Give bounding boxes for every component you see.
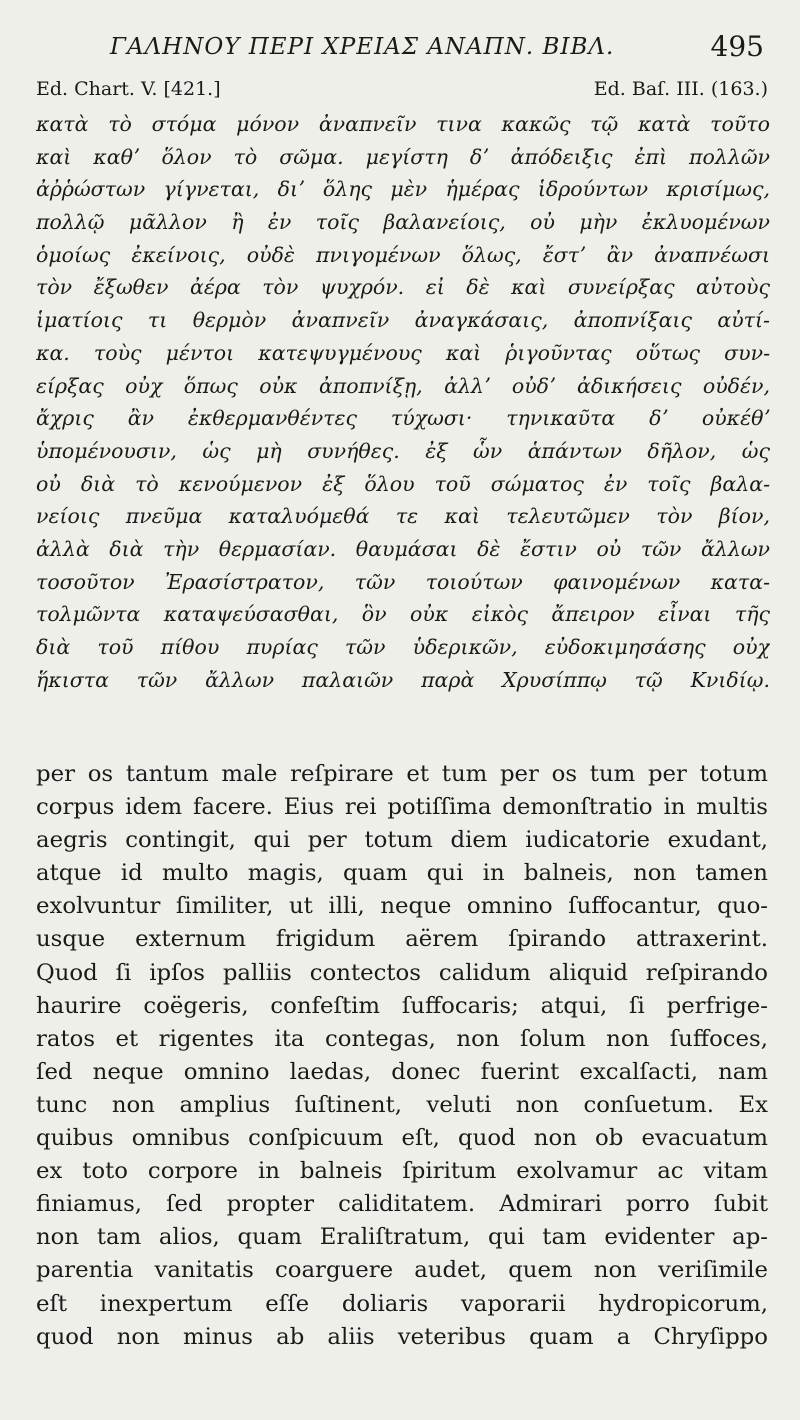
latin-text-line: Quod ſi ipſos palliis contectos calidum aliquid reſpirando	[36, 959, 768, 986]
greek-text-line: ἥκιστα τῶν ἄλλων παλαιῶν παρὰ Χρυσίππῳ τῷ Κνιδίῳ.	[36, 667, 770, 692]
latin-text-line: aegris contingit, qui per totum diem iudicatorie exudant,	[36, 827, 768, 854]
page-header	[40, 30, 764, 64]
latin-text-line: exolvuntur ſimiliter, ut illi, neque omnino ſuffocantur, quo-	[36, 893, 768, 920]
edition-chart-reference: Ed. Chart. V. [421.]	[36, 78, 221, 100]
greek-text-block	[36, 108, 770, 696]
page-number: 495	[710, 30, 764, 63]
greek-text-line: τὸν ἔξωθεν ἀέρα τὸν ψυχρόν. εἰ δὲ καὶ συνείρξας αὐτοὺς	[36, 275, 770, 300]
latin-text-line: parentia vanitatis coarguere audet, quem non veriſimile	[36, 1257, 768, 1284]
greek-text-line: ἀῤῥώστων γίγνεται, διʼ ὅλης μὲν ἡμέρας ἱδρούντων κρισίμως,	[36, 177, 770, 202]
greek-text-line: νείοις πνεῦμα καταλυόμεθά τε καὶ τελευτῶμεν τὸν βίον,	[36, 504, 770, 529]
greek-text-line: ὑπομένουσιν, ὡς μὴ συνήθες. ἐξ ὧν ἁπάντων δῆλον, ὡς	[36, 438, 770, 463]
greek-text-line: ἀλλὰ διὰ τὴν θερμασίαν. θαυμάσαι δὲ ἔστιν οὐ τῶν ἄλλων	[36, 536, 770, 561]
latin-text-line: eſt inexpertum eſſe doliaris vaporarii hydropicorum,	[36, 1290, 768, 1317]
greek-text-line: πολλῷ μᾶλλον ἢ ἐν τοῖς βαλανείοις, οὐ μὴν ἐκλυομένων	[36, 210, 770, 235]
greek-text-line: είρξας οὐχ ὅπως οὐκ ἀποπνίξῃ, ἀλλʼ οὐδʼ ἀδικήσεις οὐδέν,	[36, 373, 770, 398]
edition-basel-reference: Ed. Baſ. III. (163.)	[593, 78, 768, 100]
latin-text-line: finiamus, ſed propter caliditatem. Admirari porro ſubit	[36, 1191, 768, 1218]
greek-text-line: τοσοῦτον Ἐρασίστρατον, τῶν τοιούτων φαινομένων κατα-	[36, 569, 770, 594]
latin-text-line: atque id multo magis, quam qui in balneis, non tamen	[36, 860, 768, 887]
greek-text-line: καὶ καθʼ ὅλον τὸ σῶμα. μεγίστη δʼ ἀπόδειξις ἐπὶ πολλῶν	[36, 144, 770, 169]
latin-text-line: non tam alios, quam Eraliſtratum, qui tam evidenter ap-	[36, 1224, 768, 1251]
greek-text-line: τολμῶντα καταψεύσασθαι, ὃν οὐκ εἰκὸς ἄπειρον εἶναι τῆς	[36, 602, 770, 627]
greek-text-line: ἱματίοις τι θερμὸν ἀναπνεῖν ἀναγκάσαις, ἀποπνίξαις αὐτί-	[36, 308, 770, 333]
running-title: ΓΑΛΗΝΟΥ ΠΕΡΙ ΧΡΕΙΑΣ ΑΝΑΠΝ. ΒΙΒΛ.	[110, 34, 615, 60]
greek-text-line: κατὰ τὸ στόμα μόνον ἀναπνεῖν τινα κακῶς τῷ κατὰ τοῦτο	[36, 112, 770, 136]
latin-text-line: ratos et rigentes ita contegas, non ſolum non ſuffoces,	[36, 1025, 768, 1052]
latin-text-line: corpus idem facere. Eius rei potiſſima demonſtratio in multis	[36, 794, 768, 821]
latin-text-line: quibus omnibus conſpicuum eſt, quod non ob evacuatum	[36, 1125, 768, 1152]
latin-text-line: per os tantum male reſpirare et tum per os tum per totum	[36, 761, 768, 787]
latin-text-block	[36, 758, 768, 1354]
latin-text-line: usque externum frigidum aërem ſpirando attraxerint.	[36, 926, 768, 953]
greek-text-line: οὐ διὰ τὸ κενούμενον ἐξ ὅλου τοῦ σώματος ἐν τοῖς βαλα-	[36, 471, 770, 496]
latin-text-line: quod non minus ab aliis veteribus quam a Chryſippo	[36, 1323, 768, 1350]
edition-references	[36, 78, 768, 106]
greek-text-line: ἄχρις ἂν ἐκθερμανθέντες τύχωσι· τηνικαῦτα δʼ οὐκέθʼ	[36, 406, 770, 431]
latin-text-line: haurire coëgeris, confeſtim ſuffocaris; atqui, ſi perfrige-	[36, 992, 768, 1019]
latin-text-line: tunc non amplius ſuſtinent, veluti non conſuetum. Ex	[36, 1091, 768, 1118]
greek-text-line: κα. τοὺς μέντοι κατεψυγμένους καὶ ῥιγοῦντας οὕτως συν-	[36, 340, 770, 365]
latin-text-line: ex toto corpore in balneis ſpiritum exolvamur ac vitam	[36, 1158, 768, 1185]
greek-text-line: ὁμοίως ἐκείνοις, οὐδὲ πνιγομένων ὅλως, ἔστʼ ἂν ἀναπνέωσι	[36, 242, 770, 267]
greek-text-line: διὰ τοῦ πίθου πυρίας τῶν ὑδερικῶν, εὐδοκιμησάσης οὐχ	[36, 635, 770, 659]
latin-text-line: ſed neque omnino laedas, donec fuerint excalſacti, nam	[36, 1058, 768, 1085]
